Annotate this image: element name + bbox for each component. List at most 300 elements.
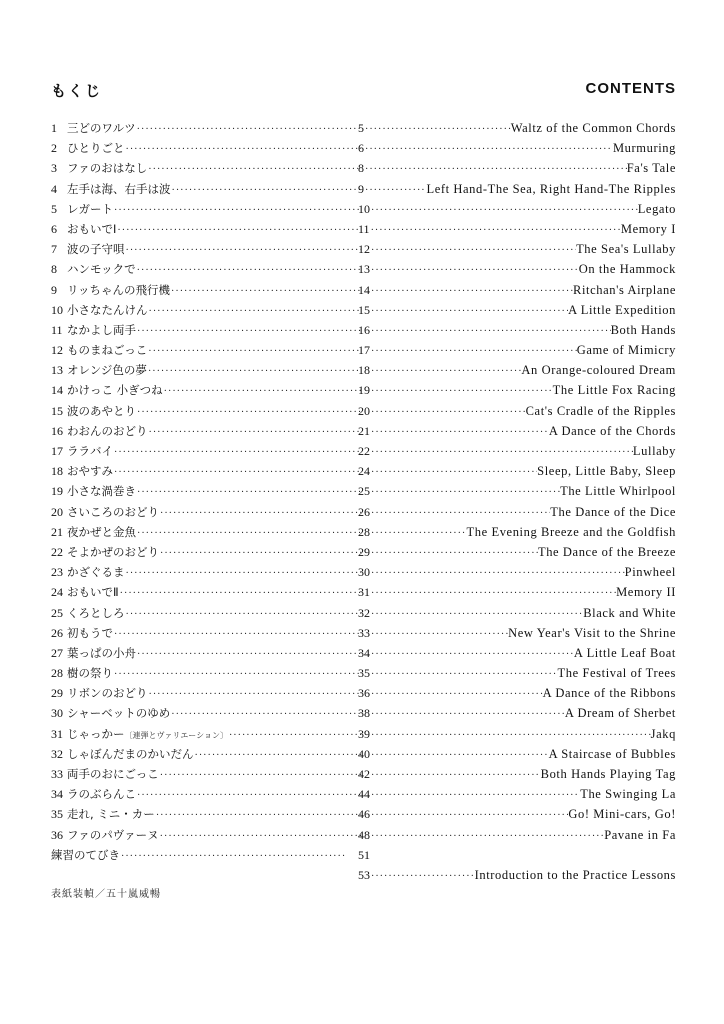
toc-japanese-title [67, 320, 137, 340]
toc-english-title: Both Hands Playing Tag [540, 767, 676, 781]
toc-left-part [67, 643, 361, 665]
toc-japanese-title [67, 401, 137, 421]
toc-japanese-title-text: ララバイ [67, 444, 113, 458]
toc-item-number: 25 [51, 605, 63, 620]
toc-item-number: 29 [51, 686, 63, 701]
toc-right-part [358, 219, 676, 241]
dot-leader [120, 584, 361, 604]
toc-japanese-title-text: そよかぜのおどり [67, 544, 159, 559]
toc-row [51, 582, 676, 602]
toc-english-title: A Little Leaf Boat [573, 645, 676, 660]
dot-leader [117, 221, 361, 241]
toc-japanese-title-text: 樹の祭り [67, 666, 113, 681]
toc-japanese-title-text: 波の子守唄 [67, 242, 125, 257]
toc-english-title: The Sea's Lullaby [576, 242, 676, 257]
toc-japanese-title-text: おもいでⅠ [67, 221, 117, 236]
dot-leader [371, 786, 580, 806]
toc-row [51, 522, 676, 542]
toc-japanese-title [67, 421, 149, 441]
dot-leader [137, 786, 361, 806]
toc-right-part [358, 542, 676, 564]
toc-page-number: 33 [358, 625, 370, 640]
toc-item-number: 35 [51, 807, 63, 822]
toc-japanese-title [67, 219, 117, 239]
dot-leader [114, 625, 361, 645]
toc-english-title: The Evening Breeze and the Goldfish [466, 524, 676, 539]
dot-leader [365, 181, 426, 201]
toc-item-number: 32 [51, 746, 63, 761]
toc-japanese-title-text: ひとりごと [67, 141, 125, 156]
toc-practice-row-english [51, 865, 676, 885]
toc-left-part [67, 542, 361, 564]
toc-english-title: Left Hand-The Sea, Right Hand-The Ripples [426, 181, 676, 196]
dot-leader [149, 302, 362, 322]
toc-left-part [67, 380, 361, 402]
toc-left-part [67, 481, 361, 503]
toc-english-title: Jakq [650, 726, 676, 741]
toc-page-number: 25 [358, 484, 370, 499]
toc-row [51, 158, 676, 178]
toc-japanese-title [67, 663, 114, 683]
toc-right-part [358, 683, 676, 705]
dot-leader [148, 160, 361, 180]
toc-japanese-title-text: 走れ, ミニ・カー [67, 807, 155, 822]
toc-english-title: The Dance of the Dice [550, 504, 676, 519]
toc-japanese-title-text: くろとしろ [67, 605, 125, 620]
toc-english-title: On the Hammock [578, 262, 676, 277]
toc-item-number: 15 [51, 403, 63, 418]
toc-row [51, 663, 676, 683]
dot-leader [171, 705, 361, 725]
dot-leader [371, 302, 568, 322]
dot-leader [148, 342, 361, 362]
toc-practice-row-japanese [51, 845, 676, 865]
toc-japanese-title-text: さいころのおどり [67, 504, 159, 519]
toc-right-part [358, 360, 676, 382]
toc-row [51, 804, 676, 824]
toc-japanese-title [67, 280, 171, 300]
toc-row [51, 401, 676, 421]
toc-page-number: 14 [358, 282, 370, 297]
toc-left-part [67, 300, 361, 322]
toc-row [51, 138, 676, 158]
toc-right-part [358, 744, 676, 766]
toc-left-part [67, 340, 361, 362]
toc-row [51, 259, 676, 279]
toc-item-number: 8 [51, 262, 57, 277]
dot-leader [195, 746, 362, 766]
toc-right-part [358, 179, 676, 201]
toc-item-number: 18 [51, 464, 63, 479]
toc-item-number: 23 [51, 565, 63, 580]
toc-page-number: 6 [358, 141, 364, 156]
toc-left-part [67, 401, 361, 423]
toc-practice-english-title: Introduction to the Practice Lessons [474, 867, 676, 882]
toc-item-number: 21 [51, 524, 63, 539]
toc-row [51, 300, 676, 320]
dot-leader [126, 140, 362, 160]
toc-english-title: A Staircase of Bubbles [548, 746, 676, 761]
toc-row [51, 724, 676, 744]
toc-japanese-title [67, 603, 126, 623]
toc-page-number: 31 [358, 585, 370, 600]
toc-japanese-title-text: 両手のおにごっこ [67, 767, 159, 781]
toc-page-number: 44 [358, 787, 370, 802]
dot-leader [172, 181, 362, 201]
dot-leader [371, 645, 574, 665]
toc-right-part [358, 259, 676, 281]
dot-leader [149, 685, 362, 705]
toc-japanese-title [67, 118, 137, 138]
toc-japanese-title-text: じゃっかー [67, 726, 125, 741]
toc-right-part [358, 280, 676, 302]
toc-right-part [358, 118, 676, 140]
toc-item-number: 16 [51, 423, 63, 438]
toc-page-number: 8 [358, 161, 364, 176]
toc-page-number: 21 [358, 423, 370, 438]
toc-row [51, 179, 676, 199]
dot-leader [365, 160, 627, 180]
toc-english-title: The Dance of the Breeze [537, 544, 676, 559]
table-of-contents [51, 118, 676, 885]
toc-item-number: 26 [51, 625, 63, 640]
toc-english-title: The Little Fox Racing [552, 383, 676, 398]
toc-page-number: 10 [358, 201, 370, 216]
page-title-japanese: もくじ [51, 82, 103, 100]
toc-row [51, 461, 676, 481]
toc-english-title: Game of Mimicry [576, 343, 676, 358]
toc-left-part [67, 663, 361, 685]
toc-page-number: 9 [358, 181, 364, 196]
toc-japanese-title-text: 小さな渦巻き [67, 484, 136, 499]
toc-english-title: A Dance of the Chords [548, 423, 676, 438]
toc-row [51, 320, 676, 340]
toc-japanese-title-text: 初もうで [67, 625, 113, 640]
toc-row [51, 703, 676, 723]
dot-leader [371, 221, 621, 241]
toc-item-number: 28 [51, 666, 63, 681]
dot-leader [371, 282, 573, 302]
toc-page-number: 12 [358, 242, 370, 257]
toc-japanese-title [67, 300, 149, 320]
toc-japanese-title [67, 481, 137, 501]
toc-page-number: 36 [358, 686, 370, 701]
toc-right-part [358, 340, 676, 362]
toc-item-number: 22 [51, 544, 63, 559]
toc-page-number: 32 [358, 605, 370, 620]
toc-left-part [67, 219, 361, 241]
toc-row [51, 219, 676, 239]
dot-leader [229, 726, 361, 746]
toc-page-number: 16 [358, 322, 370, 337]
toc-page-number: 48 [358, 827, 370, 842]
toc-japanese-title-text: 葉っぱの小舟 [67, 645, 136, 660]
toc-item-number: 10 [51, 302, 63, 317]
toc-left-part [67, 502, 361, 524]
toc-english-title: A Little Expedition [568, 302, 676, 317]
dot-leader [160, 504, 361, 524]
toc-page-number: 28 [358, 524, 370, 539]
dot-leader [371, 705, 565, 725]
toc-japanese-title-text: 小さなたんけん [67, 302, 148, 317]
toc-japanese-title [67, 724, 229, 746]
contents-header [51, 80, 676, 104]
toc-japanese-title-text: かざぐるま [67, 565, 125, 580]
toc-japanese-title-text: リッちゃんの飛行機 [67, 282, 171, 297]
toc-row [51, 643, 676, 663]
dot-leader [137, 322, 361, 342]
toc-japanese-title-text: レガート [67, 201, 113, 216]
dot-leader [137, 403, 361, 423]
toc-english-title: Pinwheel [624, 565, 676, 580]
toc-english-title: Waltz of the Common Chords [510, 121, 676, 135]
toc-item-number: 24 [51, 585, 63, 600]
toc-left-part [67, 158, 361, 180]
toc-page-number: 5 [358, 121, 364, 135]
toc-left-part [67, 724, 361, 746]
toc-right-part [358, 380, 676, 402]
toc-japanese-title-text: シャーベットのゆめ [67, 706, 171, 721]
toc-left-part [67, 118, 361, 140]
toc-right-part [358, 239, 676, 261]
toc-right-part [358, 481, 676, 503]
toc-row [51, 340, 676, 360]
toc-english-title: The Little Whirlpool [560, 484, 676, 499]
toc-row [51, 239, 676, 259]
toc-left-part [67, 138, 361, 160]
toc-english-title: Ritchan's Airplane [573, 282, 676, 297]
dot-leader [137, 645, 361, 665]
toc-japanese-title-text: 波のあやとり [67, 403, 136, 418]
toc-right-part [358, 158, 676, 180]
toc-item-number: 34 [51, 787, 63, 802]
dot-leader [371, 625, 508, 645]
toc-japanese-title [67, 199, 114, 219]
toc-japanese-title-text: ファのパヴァーヌ [67, 827, 159, 842]
toc-japanese-title [67, 744, 195, 764]
dot-leader [371, 726, 651, 746]
toc-left-part [67, 259, 361, 281]
dot-leader [171, 282, 361, 302]
toc-item-number: 6 [51, 221, 57, 236]
toc-left-part [67, 623, 361, 645]
toc-page-number: 19 [358, 383, 370, 398]
toc-item-number: 2 [51, 141, 57, 156]
dot-leader [371, 322, 611, 342]
toc-english-title: Murmuring [612, 141, 676, 156]
toc-item-number: 36 [51, 827, 63, 842]
toc-japanese-title-text: なかよし両手 [67, 322, 136, 337]
dot-leader [365, 140, 613, 160]
toc-english-title: New Year's Visit to the Shrine [508, 625, 676, 640]
toc-row [51, 380, 676, 400]
toc-japanese-title [67, 340, 148, 360]
toc-right-part [358, 804, 676, 826]
toc-left-part [67, 804, 361, 826]
toc-english-title: Legato [637, 201, 676, 216]
toc-japanese-title [67, 461, 114, 481]
dot-leader [126, 605, 362, 625]
toc-japanese-subtitle: 〔連弾とヴァリエーション〕 [124, 730, 228, 740]
dot-leader [371, 201, 638, 221]
toc-item-number: 19 [51, 484, 63, 499]
toc-row [51, 744, 676, 764]
toc-left-part [67, 703, 361, 725]
toc-right-part [358, 582, 676, 604]
toc-english-title: Lullaby [632, 444, 676, 458]
toc-japanese-title [67, 441, 114, 461]
toc-row [51, 764, 676, 784]
toc-item-number: 4 [51, 181, 57, 196]
toc-right-part [358, 502, 676, 524]
toc-row [51, 118, 676, 138]
toc-english-title: A Dream of Sherbet [564, 706, 676, 721]
dot-leader [371, 544, 538, 564]
toc-english-title: A Dance of the Ribbons [542, 686, 676, 701]
dot-leader [126, 564, 362, 584]
dot-leader [371, 483, 560, 503]
toc-left-part [67, 825, 361, 847]
dot-leader [371, 827, 604, 847]
toc-item-number: 1 [51, 121, 57, 135]
toc-right-part [358, 663, 676, 685]
toc-japanese-title [67, 784, 137, 804]
dot-leader [371, 867, 475, 887]
dot-leader [371, 685, 543, 705]
dot-leader [121, 847, 345, 867]
toc-row [51, 481, 676, 501]
toc-item-number: 20 [51, 504, 63, 519]
toc-right-part [358, 441, 676, 463]
toc-japanese-title [67, 542, 160, 562]
toc-page-number: 17 [358, 343, 370, 358]
toc-page-number: 13 [358, 262, 370, 277]
toc-japanese-title [67, 259, 137, 279]
toc-page-number: 18 [358, 363, 370, 378]
toc-japanese-title [67, 138, 126, 158]
toc-right-part [358, 522, 676, 544]
toc-item-number: 11 [51, 322, 63, 337]
toc-item-number: 7 [51, 242, 57, 257]
toc-page-number: 24 [358, 464, 370, 479]
dot-leader [114, 665, 361, 685]
dot-leader [371, 261, 579, 281]
toc-japanese-title-text: ものまねごっこ [67, 343, 148, 358]
toc-row [51, 623, 676, 643]
toc-left-part [67, 784, 361, 806]
toc-item-number: 17 [51, 444, 63, 458]
dot-leader [137, 120, 361, 140]
dot-leader [137, 524, 361, 544]
toc-left-part [67, 522, 361, 544]
toc-left-part [67, 744, 361, 766]
dot-leader [371, 564, 625, 584]
toc-item-number: 30 [51, 706, 63, 721]
toc-english-title: Both Hands [610, 322, 676, 337]
dot-leader [156, 806, 361, 826]
toc-page-number: 46 [358, 807, 370, 822]
toc-japanese-title [67, 825, 160, 845]
toc-japanese-title [67, 804, 156, 824]
toc-japanese-title-text: ハンモックで [67, 262, 136, 277]
toc-row [51, 825, 676, 845]
toc-right-part [358, 421, 676, 443]
toc-japanese-title [67, 502, 160, 522]
toc-row [51, 603, 676, 623]
toc-row [51, 542, 676, 562]
toc-item-number: 31 [51, 726, 63, 741]
toc-english-title: Pavane in Fa [604, 827, 676, 842]
toc-item-number: 27 [51, 645, 63, 660]
toc-row [51, 199, 676, 219]
dot-leader [371, 584, 616, 604]
toc-page-number: 35 [358, 666, 370, 681]
toc-page-number: 39 [358, 726, 370, 741]
toc-row [51, 784, 676, 804]
dot-leader [371, 463, 537, 483]
dot-leader [371, 605, 583, 625]
toc-row [51, 421, 676, 441]
toc-page-number: 11 [358, 221, 370, 236]
toc-practice-japanese-title: 練習のてびき [51, 845, 121, 865]
dot-leader [114, 201, 361, 221]
dot-leader [371, 665, 558, 685]
toc-japanese-title-text: しゃぼんだまのかいだん [67, 746, 194, 761]
toc-row [51, 502, 676, 522]
dot-leader [371, 342, 577, 362]
dot-leader [371, 443, 633, 463]
toc-right-part [358, 825, 676, 847]
toc-row [51, 280, 676, 300]
toc-left-part [67, 764, 361, 786]
toc-page-number: 34 [358, 645, 370, 660]
dot-leader [371, 766, 541, 786]
dot-leader [371, 806, 568, 826]
toc-left-part [67, 603, 361, 625]
toc-japanese-title [67, 562, 126, 582]
toc-japanese-title-text: リボンのおどり [67, 686, 148, 701]
toc-row [51, 441, 676, 461]
toc-item-number: 13 [51, 363, 63, 378]
dot-leader [164, 382, 361, 402]
toc-japanese-title [67, 158, 148, 178]
toc-left-part [67, 421, 361, 443]
dot-leader [114, 443, 361, 463]
dot-leader [148, 362, 361, 382]
toc-page-number: 38 [358, 706, 370, 721]
toc-japanese-title [67, 623, 114, 643]
toc-japanese-title [67, 380, 164, 400]
toc-right-part [358, 300, 676, 322]
toc-right-part [358, 461, 676, 483]
toc-right-part [358, 703, 676, 725]
dot-leader [365, 120, 511, 140]
dot-leader [371, 362, 521, 382]
toc-japanese-title [67, 764, 160, 784]
toc-right-part [358, 643, 676, 665]
toc-item-number: 33 [51, 767, 63, 781]
dot-leader [371, 746, 549, 766]
toc-right-part [358, 320, 676, 342]
toc-item-number: 14 [51, 383, 63, 398]
toc-japanese-title [67, 360, 148, 380]
toc-right-part [358, 764, 676, 786]
toc-practice-english-page-number: 53 [358, 867, 370, 882]
toc-page-number: 20 [358, 403, 370, 418]
toc-right-part [358, 401, 676, 423]
toc-left-part [67, 239, 361, 261]
toc-japanese-title [67, 239, 126, 259]
